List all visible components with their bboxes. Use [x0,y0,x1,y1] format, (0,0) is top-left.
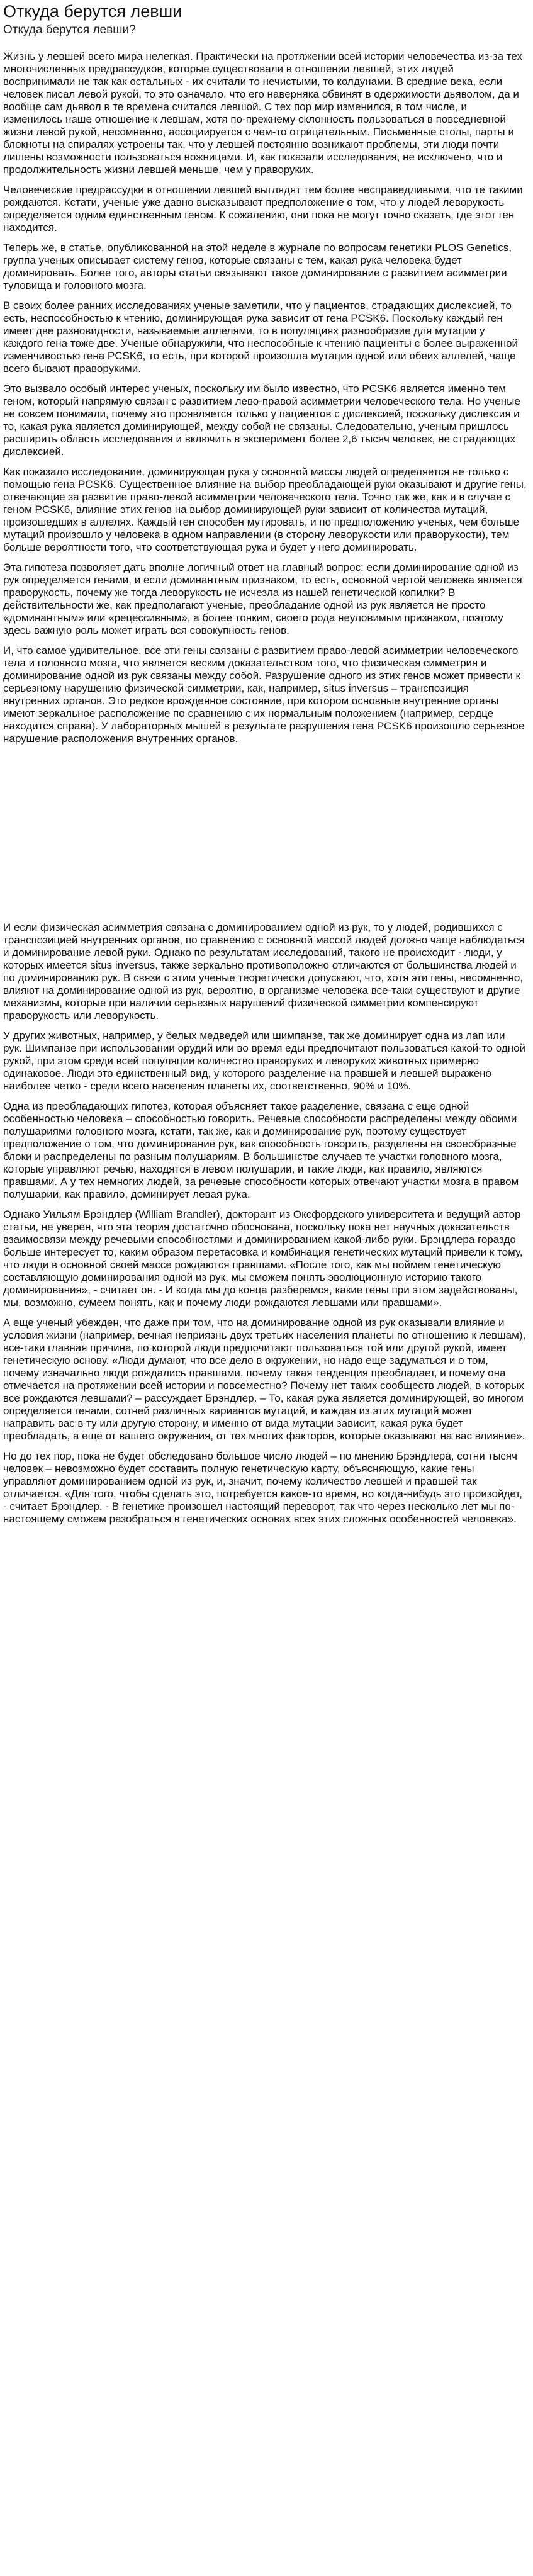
paragraph: У других животных, например, у белых медведей или шимпанзе, так же доминирует одна из лап или рук. Шимпанзе при использовании орудий или во время еды предпочитают пользоваться какой-то одной рукой, при этом среди всей популяции количество праворуких и леворуких животных примерно одинаковое. Люди это единственный вид, у которого разделение на правшей и левшей выражено наиболее четко - среди всего населения планеты их, соответственно, 90% и 10%. [3,1030,526,1092]
blank-space [3,753,527,921]
paragraph: Но до тех пор, пока не будет обследовано большое число людей – по мнению Брэндлера, сотни тысяч человек – невозможно будет составить полную генетическую карту, объясняющую, какие гены управляют доминированием одной из рук, и, значит, почему количество левшей и правшей так отличается. «Для того, чтобы сделать это, потребуется какое-то время, но когда-нибудь это произойдет, - считает Брэндлер. - В генетике произошел настоящий переворот, так что через несколько лет мы по-настоящему сможем разобраться в генетических основах всех этих сложных особенностей человека». [3,1450,522,1525]
article [0,1,533,1526]
paragraph: Это вызвало особый интерес ученых, поскольку им было известно, что PCSK6 является именно тем геном, который напрямую связан с развитием лево-правой асимметрии человеческого тела. Но ученые не совсем понимали, почему это проявляется только у пациентов с дислексией, поскольку дислексия и то, какая рука является доминирующей, между собой не связаны. Следовательно, ученым пришлось расширить область исследования и включить в эксперимент более 2,6 тысяч человек, не страдающих дислексией. [3,383,520,458]
paragraph: Однако Уильям Брэндлер (William Brandler), докторант из Оксфордского университета и ведущий автор статьи, не уверен, что эта теория достаточно обоснована, поскольку пока нет научных доказательств взаимосвязи между речевыми способностями и доминированием какой-либо руки. Брэндлера гораздо больше интересует то, каким образом перетасовка и комбинация генетических мутаций привели к тому, что люди в основной своей массе рождаются правшами. «После того, как мы поймем генетическую составляющую доминирования одной из рук, мы сможем понять эволюционную историю такого доминирования», - считает он. - И когда мы до конца разберемся, какие гены при этом задействованы, мы, возможно, сумеем понять, как и почему люди рождаются левшами или правшами». [3,1208,523,1308]
article-body-bottom [3,921,527,1526]
article-body-top [3,50,527,745]
paragraph: А еще ученый убежден, что даже при том, что на доминирование одной из рук оказывали влияние и условия жизни (например, вечная неприязнь двух третьих населения планеты по отношению к левшам), все-таки главная причина, по которой люди предпочитают пользоваться той или другой рукой, имеет генетическую основу. «Люди думают, что все дело в окружении, но надо еще задуматься и о том, почему изначально люди рождались правшами, почему такая тенденция преобладает, и почему она отмечается на протяжении всей истории и повсеместно? Почему нет таких сообществ людей, в которых все рождаются левшами? – рассуждает Брэндлер. – То, какая рука является доминирующей, во многом определяется генами, сотней различных вариантов мутаций, и каждая из этих мутаций может направить вас в ту или другую сторону, и именно от вида мутации зависит, какая рука будет преобладать, а еще от вашего окружения, от тех многих факторов, которые оказывают на вас влияние». [3,1317,526,1442]
paragraph: И, что самое удивительное, все эти гены связаны с развитием право-левой асимметрии человеческого тела и головного мозга, что является веским доказательством того, что физическая симметрия и доминирование одной из рук связаны между собой. Разрушение одного из этих генов может привести к серьезному нарушению физической симметрии, как, например, situs inversus – транспозиция внутренних органов. Это редкое врожденное состояние, при котором основные внутренние органы имеют зеркальное расположение по сравнению с их нормальным положением (например, сердце находится справа). У лабораторных мышей в результате разрушения гена PCSK6 произошло серьезное нарушение расположения внутренних органов. [3,644,525,745]
paragraph: И если физическая асимметрия связана с доминированием одной из рук, то у людей, родившихся с транспозицией внутренних органов, по сравнению с основной массой людей должно чаще наблюдаться и доминирование левой руки. Однако по результатам исследований, такого не происходит - люди, у которых имеется situs inversus, также зеркально противоположно отличаются от большинства людей и по доминированию рук. В связи с этим ученые теоретически допускают, что, хотя эти гены, несомненно, влияют на доминирование одной из рук, вероятно, в организме человека все-таки существуют и другие механизмы, которые при наличии серьезных нарушений физической симметрии компенсируют праворукость или леворукость. [3,921,525,1021]
paragraph: Как показало исследование, доминирующая рука у основной массы людей определяется не только с помощью гена PCSK6. Существенное влияние на выбор преобладающей руки оказывают и другие гены, отвечающие за развитие право-левой асимметрии человеческого тела. Точно так же, как и в случае с геном PCSK6, влияние этих генов на выбор доминирующей руки зависит от количества мутаций, произошедших в аллелях. Каждый ген способен мутировать, и по предположению ученых, чем больше мутаций произошло у человека в одном направлении (в сторону леворукости или праворукости), тем больше вероятности того, что соответствующая рука и будет у него доминировать. [3,466,527,553]
paragraph: В своих более ранних исследованиях ученые заметили, что у пациентов, страдающих дислексией, то есть, неспособностью к чтению, доминирующая рука зависит от гена PCSK6. Поскольку каждый ген имеет две разновидности, называемые аллелями, то в популяциях разнообразие для мутации у каждого гена тоже две. Ученые обнаружили, что неспособные к чтению пациенты с более выраженной изменчивостью гена PCSK6, то есть, при которой произошла мутация одной или обеих аллелей, чаще всего бывают праворукими. [3,300,519,374]
paragraph: Человеческие предрассудки в отношении левшей выглядят тем более несправедливыми, что те такими рождаются. Кстати, ученые уже давно высказывают предположение о том, что у людей леворукость определяется одним единственным геном. К сожалению, они пока не могут точно сказать, где этот ген находится. [3,184,523,233]
article-title: Откуда берутся левши [3,2,182,21]
paragraph: Жизнь у левшей всего мира нелегкая. Практически на протяжении всей истории человечества из-за тех многочисленных предрассудков, которые существовали в отношении левшей, этих людей воспринимали не так как остальных - их считали то нечистыми, то колдунами. В средние века, если человек писал левой рукой, то это означало, что его наверняка обвинят в одержимости дьяволом, да и вообще сам дьявол в те времена считался левшой. С тех пор мир изменился, в том числе, и изменилось наше отношение к левшам, хотя по-прежнему склонность пользоваться в повседневной жизни левой рукой, несомненно, ассоциируется с чем-то отрицательным. Письменные столы, парты и блокноты на спиралях устроены так, что у левшей постоянно возникают проблемы, эти люди почти лишены возможности пользоваться ножницами. И, как показали исследования, не исключено, что и продолжительность жизни левшей меньше, чем у праворуких. [3,50,523,176]
paragraph: Теперь же, в статье, опубликованной на этой неделе в журнале по вопросам генетики PLOS Genetics, группа ученых описывает систему генов, которые связаны с тем, какая рука человека будет доминировать. Более того, авторы статьи связывают такое доминирование с развитием асимметрии туловища и головного мозга. [3,242,512,291]
article-subtitle: Откуда берутся левши? [3,23,136,37]
paragraph: Одна из преобладающих гипотез, которая объясняет такое разделение, связана с еще одной особенностью человека – способностью говорить. Речевые способности распределены между обоими полушариями головного мозга, кстати, так же, как и доминирование рук, поэтому существует предположение о том, что доминирование рук, как способность говорить, разделены на своеобразные блоки и распределены по разным полушариям. В большинстве случаев те участки головного мозга, которые управляют речью, находятся в левом полушарии, и такие люди, как правило, являются правшами. А у тех немногих людей, за речевые способности которых отвечают участки мозга в правом полушарии, как правило, доминирует левая рука. [3,1100,519,1200]
paragraph: Эта гипотеза позволяет дать вполне логичный ответ на главный вопрос: если доминирование одной из рук определяется генами, и если доминантным признаком, то есть, основной чертой человека является праворукость, почему же тогда леворукость не исчезла из нашей генетической копилки? В действительности же, как предполагают ученые, преобладание одной из рук является не просто «доминантным» или «рецессивным», а более тонким, своего рода неуловимым признаком, поэтому здесь важную роль может играть вся совокупность генов. [3,561,522,636]
